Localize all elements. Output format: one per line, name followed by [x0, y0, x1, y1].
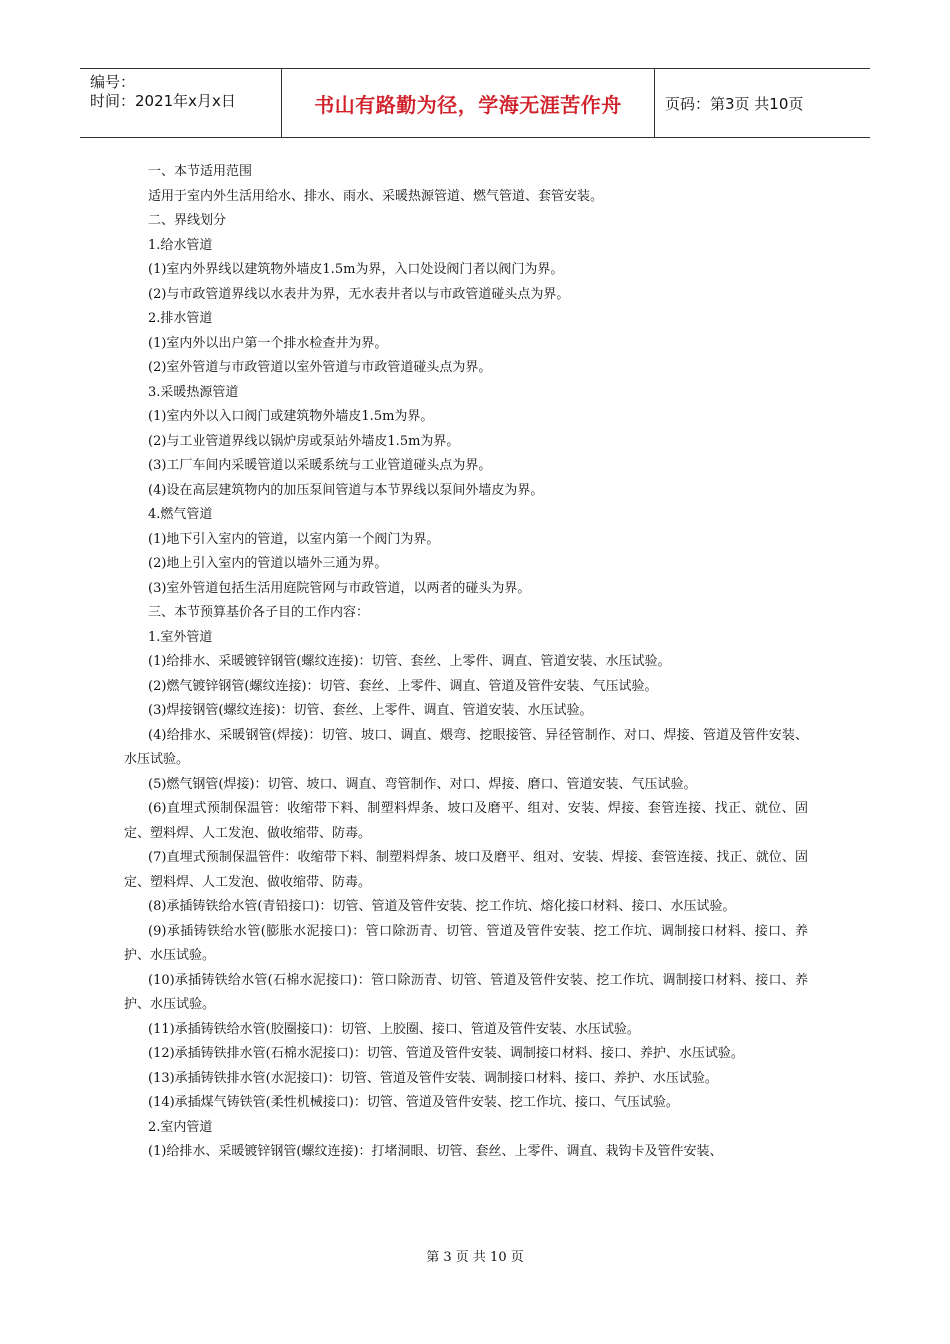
- header-meta: [80, 69, 282, 137]
- list-item: (2)与工业管道界线以锅炉房或泵站外墙皮1.5m为界。: [148, 433, 460, 449]
- list-item: (1)室内外以出户第一个排水检查井为界。: [148, 335, 388, 351]
- list-item: (10)承插铸铁给水管(石棉水泥接口)：管口除沥青、切管、管道及管件安装、挖工作坑、调制接口材料、接口、养护、水压试验。: [124, 972, 808, 1012]
- page-header: [80, 68, 870, 138]
- section-heading: 二、界线划分: [148, 213, 227, 228]
- list-item: (8)承插铸铁给水管(青铅接口)：切管、管道及管件安装、挖工作坑、熔化接口材料、接口、水压试验。: [148, 899, 736, 914]
- list-item: (12)承插铸铁排水管(石棉水泥接口)：切管、管道及管件安装、调制接口材料、接口、养护、水压试验。: [148, 1046, 744, 1061]
- list-item: (1)给排水、采暖镀锌钢管(螺纹连接)：打堵洞眼、切管、套丝、上零件、调直、栽钩卡及管件安装、: [148, 1144, 723, 1159]
- list-item: (13)承插铸铁排水管(水泥接口)：切管、管道及管件安装、调制接口材料、接口、养护、水压试验。: [148, 1070, 718, 1086]
- list-item: (2)室外管道与市政管道以室外管道与市政管道碰头点为界。: [148, 360, 492, 375]
- subsection-heading: 1.给水管道: [148, 237, 213, 253]
- list-item: (2)与市政管道界线以水表井为界，无水表井者以与市政管道碰头点为界。: [148, 286, 570, 302]
- subsection-heading: 2.室内管道: [148, 1119, 213, 1135]
- list-item: (4)设在高层建筑物内的加压泵间管道与本节界线以泵间外墙皮为界。: [148, 482, 544, 498]
- list-item: (1)地下引入室内的管道，以室内第一个阀门为界。: [148, 531, 440, 547]
- subsection-heading: 1.室外管道: [148, 629, 213, 645]
- paragraph: 适用于室内外生活用给水、排水、雨水、采暖热源管道、燃气管道、套管安装。: [148, 188, 604, 204]
- list-item: (3)室外管道包括生活用庭院管网与市政管道，以两者的碰头为界。: [148, 580, 531, 596]
- subsection-heading: 2.排水管道: [148, 311, 213, 326]
- list-item: (14)承插煤气铸铁管(柔性机械接口)：切管、管道及管件安装、挖工作坑、接口、气压试验。: [148, 1095, 679, 1110]
- section-heading: 一、本节适用范围: [148, 164, 253, 179]
- subsection-heading: 3.采暖热源管道: [148, 384, 239, 400]
- list-item: (7)直埋式预制保温管件：收缩带下料、制塑料焊条、坡口及磨平、组对、安装、焊接、套管连接、找正、就位、固定、塑料焊、人工发泡、做收缩带、防毒。: [124, 850, 808, 890]
- page-footer: 第 3 页 共 10 页: [426, 1250, 524, 1265]
- list-item: (2)燃气镀锌钢管(螺纹连接)：切管、套丝、上零件、调直、管道及管件安装、气压试验。: [148, 678, 658, 694]
- list-item: (5)燃气钢管(焊接)：切管、坡口、调直、弯管制作、对口、焊接、磨口、管道安装、气压试验。: [148, 776, 697, 792]
- header-motto: 书山有路勤为径，学海无涯苦作舟: [282, 69, 655, 137]
- subsection-heading: 4.燃气管道: [148, 507, 213, 522]
- list-item: (1)室内外界线以建筑物外墙皮1.5m为界，入口处设阀门者以阀门为界。: [148, 262, 564, 277]
- header-page-number: 页码：第3页 共10页: [665, 94, 804, 113]
- document-date: 时间：2021年x月x日: [90, 92, 236, 110]
- list-item: (6)直埋式预制保温管：收缩带下料、制塑料焊条、坡口及磨平、组对、安装、焊接、套管连接、找正、就位、固定、塑料焊、人工发泡、做收缩带、防毒。: [124, 801, 808, 841]
- document-number-label: 编号：: [90, 73, 136, 91]
- list-item: (3)工厂车间内采暖管道以采暖系统与工业管道碰头点为界。: [148, 458, 492, 473]
- list-item: (1)给排水、采暖镀锌钢管(螺纹连接)：切管、套丝、上零件、调直、管道安装、水压试验。: [148, 654, 671, 669]
- document-body: [124, 160, 808, 1165]
- list-item: (11)承插铸铁给水管(胶圈接口)：切管、上胶圈、接口、管道及管件安装、水压试验。: [148, 1021, 640, 1037]
- section-heading: 三、本节预算基价各子目的工作内容：: [148, 605, 370, 620]
- list-item: (1)室内外以入口阀门或建筑物外墙皮1.5m为界。: [148, 409, 434, 424]
- list-item: (2)地上引入室内的管道以墙外三通为界。: [148, 556, 388, 571]
- list-item: (3)焊接钢管(螺纹连接)：切管、套丝、上零件、调直、管道安装、水压试验。: [148, 703, 593, 718]
- list-item: (9)承插铸铁给水管(膨胀水泥接口)：管口除沥青、切管、管道及管件安装、挖工作坑、调制接口材料、接口、养护、水压试验。: [124, 923, 808, 963]
- list-item: (4)给排水、采暖钢管(焊接)：切管、坡口、调直、煨弯、挖眼接管、异径管制作、对口、焊接、管道及管件安装、水压试验。: [124, 727, 808, 767]
